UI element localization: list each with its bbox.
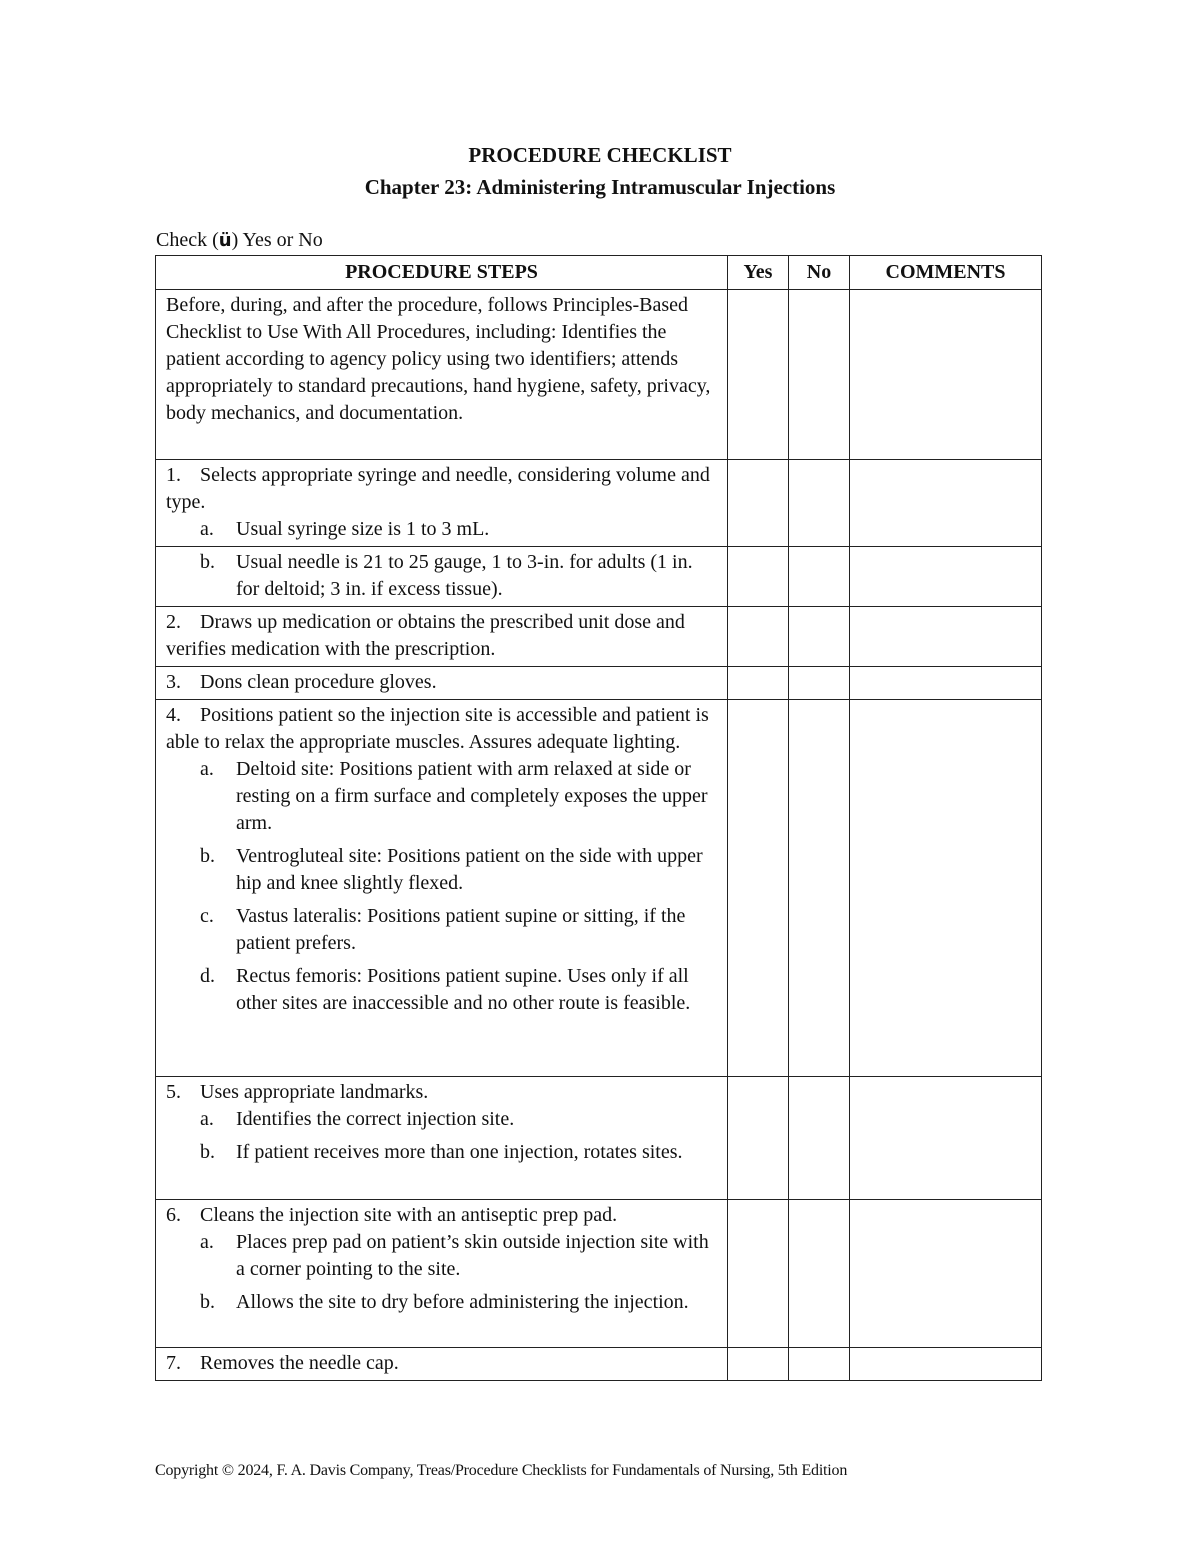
table-row <box>156 1348 1042 1381</box>
table-row <box>156 667 1042 700</box>
step-1b <box>156 547 728 607</box>
chapter-subtitle: Chapter 23: Administering Intramuscular Injections <box>364 175 836 199</box>
sub-letter: a. <box>200 1108 214 1130</box>
yes-cell[interactable] <box>728 1200 789 1348</box>
copyright-footer: Copyright © 2024, F. A. Davis Company, Treas/Procedure Checklists for Fundamentals of Nursing, 5th Edition <box>155 1462 848 1479</box>
step-intro <box>156 290 728 460</box>
sub-letter: b. <box>200 1141 215 1163</box>
step-7 <box>156 1348 728 1381</box>
step-number: 7. <box>166 1352 181 1374</box>
yes-cell[interactable] <box>728 607 789 667</box>
step-number: 3. <box>166 671 181 693</box>
procedure-table <box>155 255 1042 1381</box>
sub-letter: a. <box>200 758 214 780</box>
sub-letter: a. <box>200 518 214 540</box>
no-cell[interactable] <box>789 667 850 700</box>
step-6 <box>156 1200 728 1348</box>
sub-text: Usual needle is 21 to 25 gauge, 1 to 3-in. for adults (1 in. for deltoid; 3 in. if excess tissue). <box>236 551 693 600</box>
step-text: Uses appropriate landmarks. <box>200 1081 429 1103</box>
yes-cell[interactable] <box>728 547 789 607</box>
step-text: Cleans the injection site with an antiseptic prep pad. <box>200 1204 618 1226</box>
column-header-no: No <box>789 256 850 290</box>
table-row <box>156 700 1042 1077</box>
table-row <box>156 1077 1042 1200</box>
table-row <box>156 460 1042 547</box>
step-number: 2. <box>166 611 181 633</box>
no-cell[interactable] <box>789 547 850 607</box>
no-cell[interactable] <box>789 1200 850 1348</box>
check-instruction-suffix: ) Yes or No <box>231 229 323 251</box>
sub-letter: b. <box>200 845 215 867</box>
step-text: Dons clean procedure gloves. <box>200 671 437 693</box>
sub-text: Vastus lateralis: Positions patient supine or sitting, if the patient prefers. <box>236 905 686 954</box>
step-4 <box>156 700 728 1077</box>
comments-cell[interactable] <box>850 1200 1042 1348</box>
column-header-yes: Yes <box>728 256 789 290</box>
table-row <box>156 1200 1042 1348</box>
column-header-comments: COMMENTS <box>850 256 1042 290</box>
sub-letter: c. <box>200 905 214 927</box>
sub-text: Usual syringe size is 1 to 3 mL. <box>236 518 490 540</box>
sub-text: Allows the site to dry before administering the injection. <box>236 1291 689 1313</box>
step-number: 6. <box>166 1204 181 1226</box>
step-number: 4. <box>166 704 181 726</box>
table-row <box>156 547 1042 607</box>
step-intro-text: Before, during, and after the procedure, follows Principles-Based Checklist to Use With All Procedures, including: Identifies the patient according to agency policy using two identifiers; attends appropriately to standard precautions, hand hygiene, safety, privacy, body mechanics, and documentation. <box>166 294 711 424</box>
comments-cell[interactable] <box>850 547 1042 607</box>
yes-cell[interactable] <box>728 700 789 1077</box>
step-1 <box>156 460 728 547</box>
sub-letter: a. <box>200 1231 214 1253</box>
sub-text: Identifies the correct injection site. <box>236 1108 515 1130</box>
yes-cell[interactable] <box>728 1077 789 1200</box>
check-instruction-prefix: Check ( <box>156 229 219 251</box>
yes-cell[interactable] <box>728 1348 789 1381</box>
sub-text: Places prep pad on patient’s skin outside injection site with a corner pointing to the site. <box>236 1231 709 1280</box>
no-cell[interactable] <box>789 1077 850 1200</box>
step-5 <box>156 1077 728 1200</box>
sub-letter: b. <box>200 1291 215 1313</box>
step-text: Removes the needle cap. <box>200 1352 399 1374</box>
comments-cell[interactable] <box>850 700 1042 1077</box>
sub-letter: d. <box>200 965 215 987</box>
comments-cell[interactable] <box>850 1348 1042 1381</box>
no-cell[interactable] <box>789 1348 850 1381</box>
yes-cell[interactable] <box>728 290 789 460</box>
yes-cell[interactable] <box>728 460 789 547</box>
yes-cell[interactable] <box>728 667 789 700</box>
step-text: Positions patient so the injection site is accessible and patient is able to relax the appropriate muscles. Assures adequate lighting. <box>166 704 709 753</box>
page-title: PROCEDURE CHECKLIST <box>468 143 732 167</box>
table-row <box>156 290 1042 460</box>
comments-cell[interactable] <box>850 667 1042 700</box>
table-row <box>156 607 1042 667</box>
sub-letter: b. <box>200 551 215 573</box>
step-2 <box>156 607 728 667</box>
step-text: Draws up medication or obtains the prescribed unit dose and verifies medication with the prescription. <box>166 611 685 660</box>
sub-text: If patient receives more than one injection, rotates sites. <box>236 1141 683 1163</box>
check-instruction <box>156 229 323 252</box>
no-cell[interactable] <box>789 700 850 1077</box>
step-3 <box>156 667 728 700</box>
comments-cell[interactable] <box>850 290 1042 460</box>
sub-text: Deltoid site: Positions patient with arm relaxed at side or resting on a firm surface and completely exposes the upper arm. <box>236 758 708 834</box>
comments-cell[interactable] <box>850 1077 1042 1200</box>
no-cell[interactable] <box>789 460 850 547</box>
comments-cell[interactable] <box>850 607 1042 667</box>
comments-cell[interactable] <box>850 460 1042 547</box>
sub-text: Ventrogluteal site: Positions patient on the side with upper hip and knee slightly flexed. <box>236 845 703 894</box>
column-header-steps: PROCEDURE STEPS <box>156 256 728 290</box>
step-text: Selects appropriate syringe and needle, considering volume and type. <box>166 464 710 513</box>
sub-text: Rectus femoris: Positions patient supine. Uses only if all other sites are inaccessible and no other route is feasible. <box>236 965 691 1014</box>
no-cell[interactable] <box>789 607 850 667</box>
no-cell[interactable] <box>789 290 850 460</box>
table-header-row <box>156 256 1042 290</box>
step-number: 1. <box>166 464 181 486</box>
step-number: 5. <box>166 1081 181 1103</box>
checkmark-icon: ü <box>218 230 232 251</box>
